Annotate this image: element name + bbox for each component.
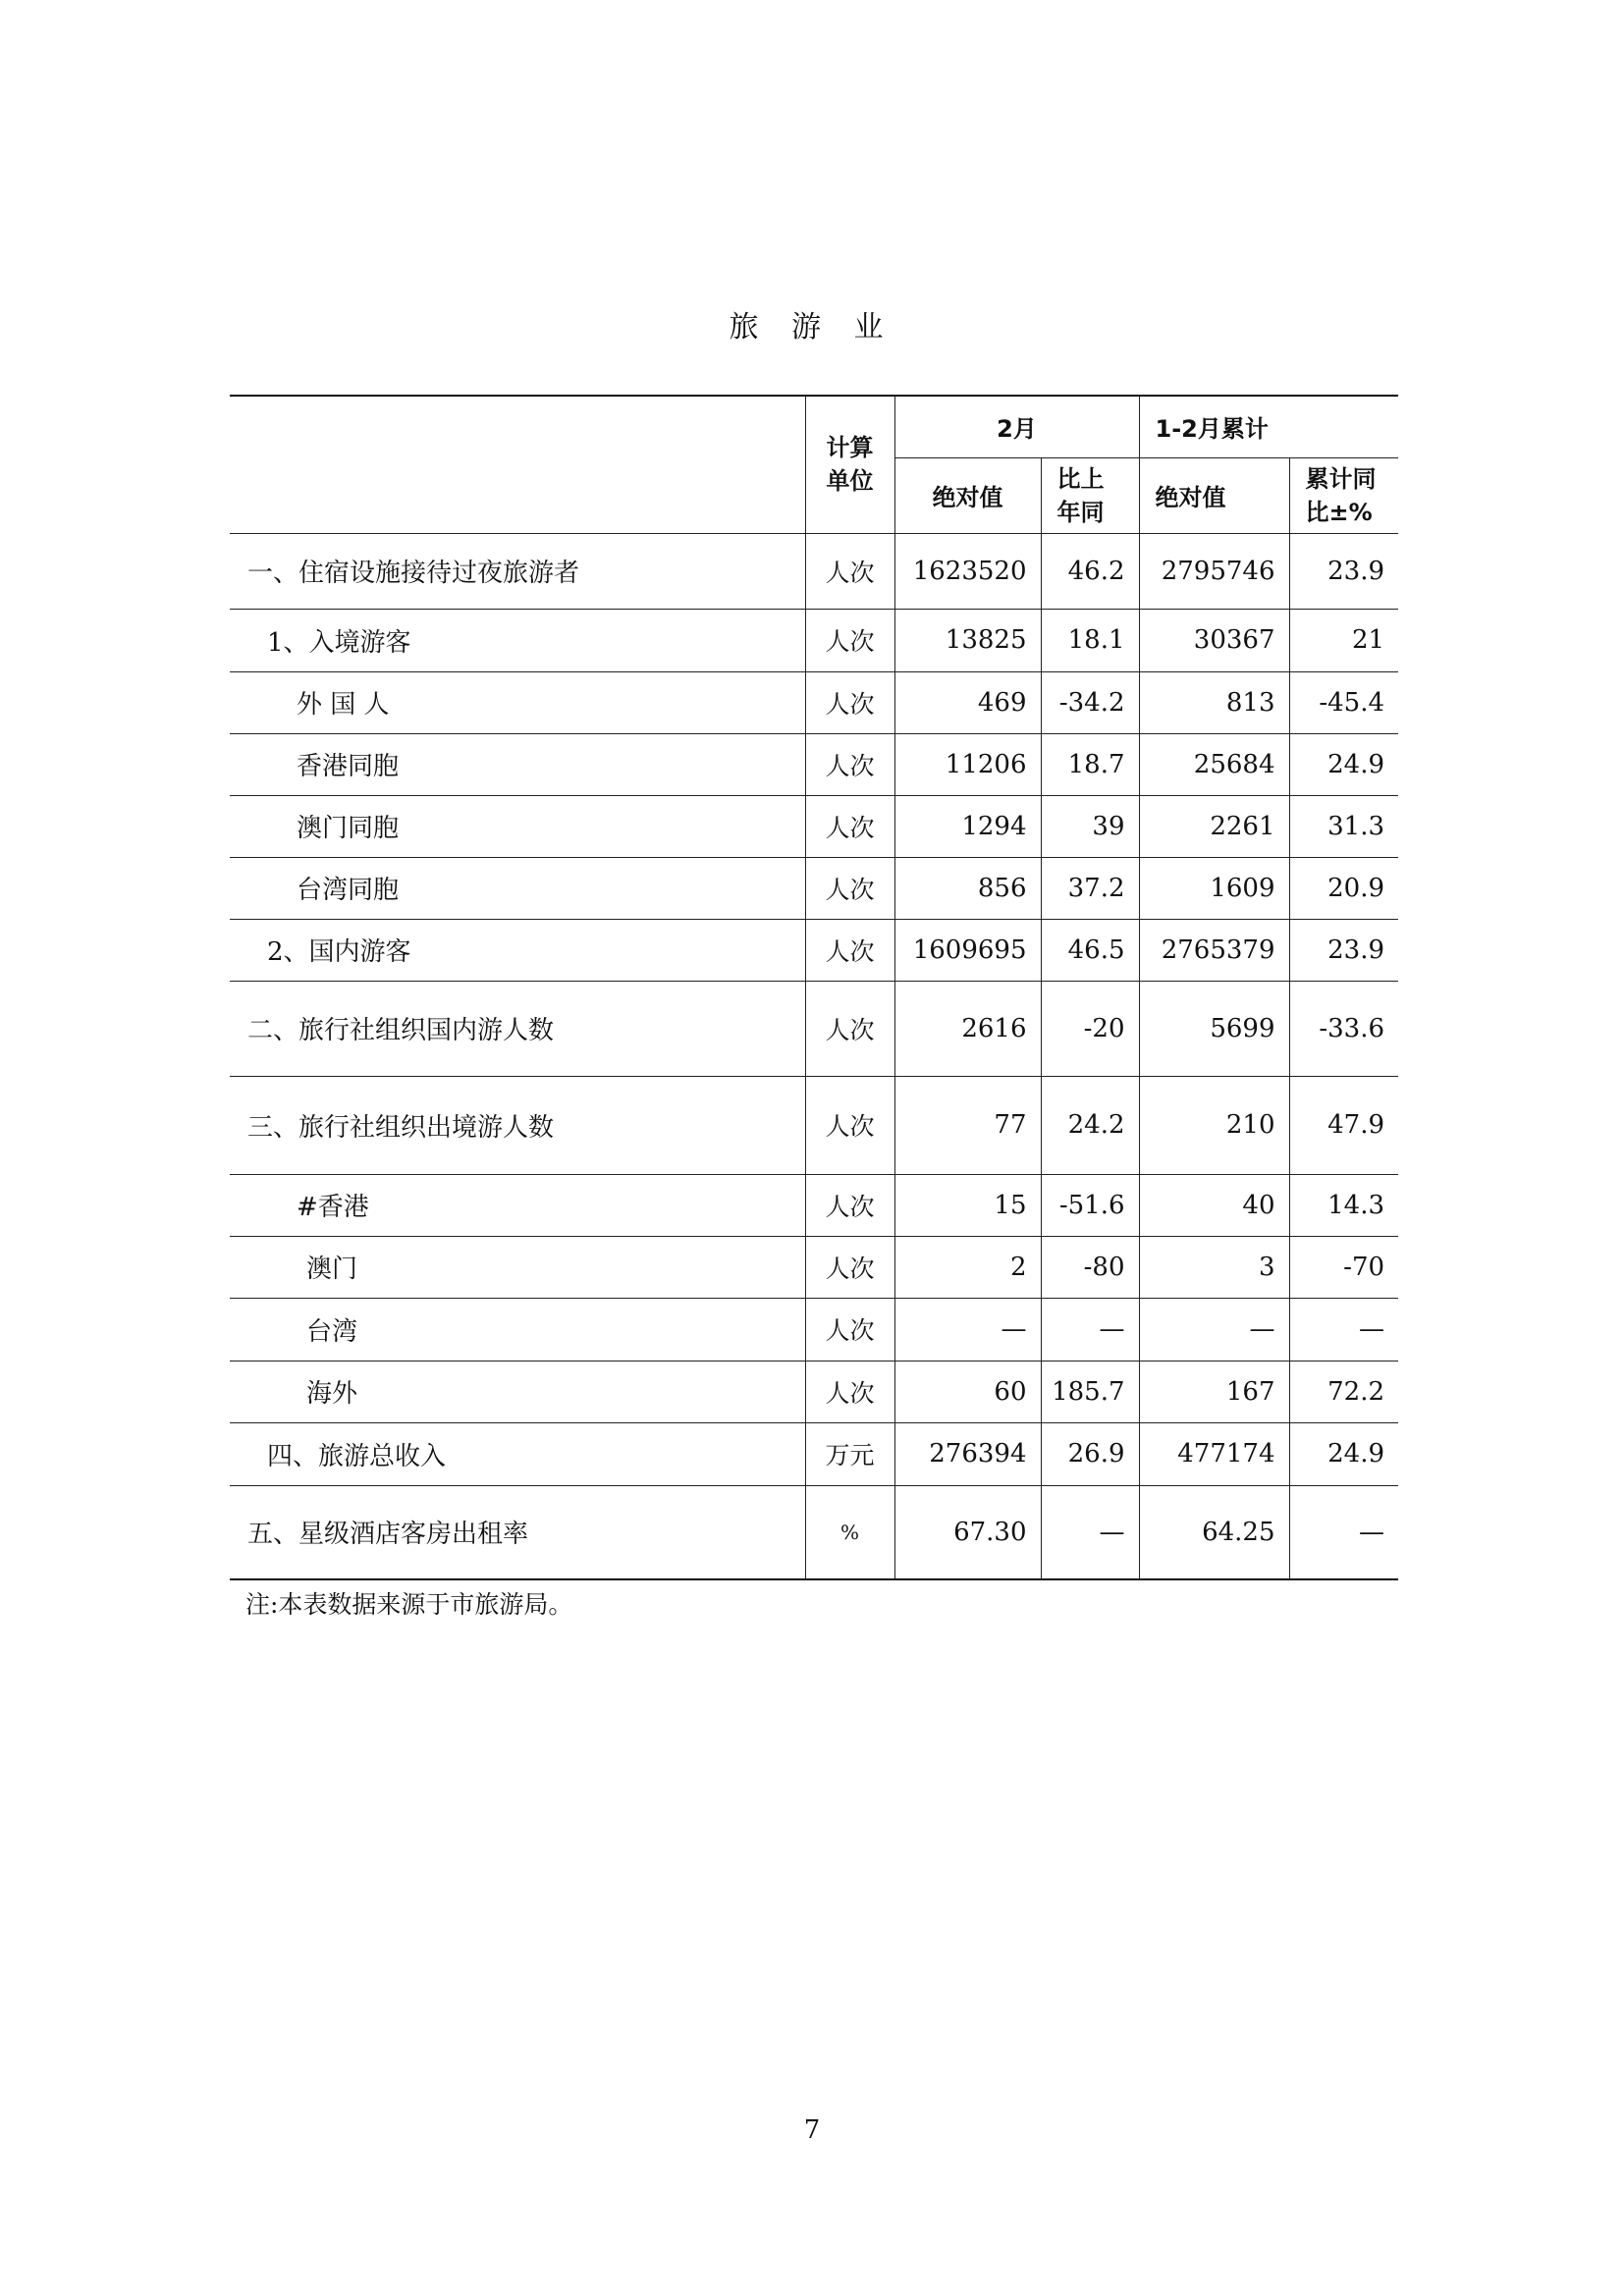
row-month-yoy: 39	[1041, 795, 1139, 857]
row-cum-yoy: -45.4	[1289, 671, 1398, 733]
row-cum-abs: 64.25	[1139, 1485, 1289, 1579]
row-unit: 人次	[805, 733, 894, 795]
row-label: 香港同胞	[230, 733, 805, 795]
row-cum-abs: 2261	[1139, 795, 1289, 857]
row-cum-abs: 2795746	[1139, 533, 1289, 609]
row-cum-abs: 2765379	[1139, 919, 1289, 981]
row-month-abs: 1294	[894, 795, 1041, 857]
row-month-abs: 60	[894, 1361, 1041, 1422]
row-month-abs: 2616	[894, 981, 1041, 1076]
row-month-yoy: —	[1041, 1298, 1139, 1361]
row-cum-yoy: -33.6	[1289, 981, 1398, 1076]
row-label: 五、星级酒店客房出租率	[230, 1485, 805, 1579]
row-label: 1、入境游客	[230, 609, 805, 671]
row-unit: 人次	[805, 609, 894, 671]
row-label: 二、旅行社组织国内游人数	[230, 981, 805, 1076]
header-abs-cum: 绝对值	[1139, 457, 1289, 533]
row-cum-abs: 40	[1139, 1174, 1289, 1236]
row-label: 一、住宿设施接待过夜旅游者	[230, 533, 805, 609]
row-cum-yoy: 21	[1289, 609, 1398, 671]
row-cum-yoy: 31.3	[1289, 795, 1398, 857]
row-cum-yoy: 14.3	[1289, 1174, 1398, 1236]
row-unit: 人次	[805, 795, 894, 857]
table-row	[230, 919, 1398, 981]
row-month-abs: 77	[894, 1076, 1041, 1174]
row-month-yoy: 46.5	[1041, 919, 1139, 981]
row-cum-yoy: 47.9	[1289, 1076, 1398, 1174]
header-month: 2月	[894, 396, 1139, 457]
header-yoy-cum-text: 累计同 比±%	[1305, 464, 1377, 526]
header-blank	[230, 396, 805, 533]
row-month-yoy: -20	[1041, 981, 1139, 1076]
header-unit-text: 计算 单位	[826, 434, 874, 496]
row-cum-abs: 210	[1139, 1076, 1289, 1174]
row-month-abs: 856	[894, 857, 1041, 919]
header-yoy-text: 比上 年同	[1056, 464, 1105, 526]
row-month-yoy: -80	[1041, 1236, 1139, 1298]
row-cum-yoy: —	[1289, 1485, 1398, 1579]
row-label: 2、国内游客	[230, 919, 805, 981]
row-month-yoy: -34.2	[1041, 671, 1139, 733]
row-cum-yoy: -70	[1289, 1236, 1398, 1298]
row-cum-yoy: —	[1289, 1298, 1398, 1361]
row-label: 澳门同胞	[230, 795, 805, 857]
row-month-yoy: 24.2	[1041, 1076, 1139, 1174]
row-month-abs: 15	[894, 1174, 1041, 1236]
row-cum-yoy: 72.2	[1289, 1361, 1398, 1422]
row-cum-abs: 1609	[1139, 857, 1289, 919]
table-row	[230, 1485, 1398, 1579]
row-month-abs: 67.30	[894, 1485, 1041, 1579]
header-unit	[805, 396, 894, 533]
table-row	[230, 533, 1398, 609]
row-cum-abs: 167	[1139, 1361, 1289, 1422]
row-month-yoy: 37.2	[1041, 857, 1139, 919]
row-unit: 人次	[805, 1298, 894, 1361]
row-month-yoy: 18.1	[1041, 609, 1139, 671]
row-month-yoy: 18.7	[1041, 733, 1139, 795]
row-unit: 人次	[805, 981, 894, 1076]
row-unit: 人次	[805, 1174, 894, 1236]
row-unit: 人次	[805, 533, 894, 609]
table-row	[230, 857, 1398, 919]
table-row	[230, 609, 1398, 671]
table-row	[230, 1361, 1398, 1422]
row-cum-abs: 25684	[1139, 733, 1289, 795]
row-cum-abs: 477174	[1139, 1422, 1289, 1485]
table-row	[230, 981, 1398, 1076]
table-row	[230, 1298, 1398, 1361]
tourism-table	[230, 395, 1398, 1580]
row-unit: 人次	[805, 1236, 894, 1298]
row-cum-abs: 3	[1139, 1236, 1289, 1298]
row-month-abs: —	[894, 1298, 1041, 1361]
row-cum-yoy: 24.9	[1289, 1422, 1398, 1485]
table-row	[230, 1236, 1398, 1298]
row-unit: 人次	[805, 919, 894, 981]
table-row	[230, 733, 1398, 795]
row-label: 澳门	[230, 1236, 805, 1298]
row-month-abs: 2	[894, 1236, 1041, 1298]
row-unit: 万元	[805, 1422, 894, 1485]
table-row	[230, 1422, 1398, 1485]
page-number: 7	[803, 2115, 821, 2145]
row-unit: %	[805, 1485, 894, 1579]
row-cum-yoy: 23.9	[1289, 919, 1398, 981]
row-unit: 人次	[805, 1076, 894, 1174]
row-label: 外 国 人	[230, 671, 805, 733]
row-month-yoy: 185.7	[1041, 1361, 1139, 1422]
table-row	[230, 795, 1398, 857]
header-row-1	[230, 396, 1398, 457]
row-label: 台湾同胞	[230, 857, 805, 919]
row-month-yoy: -51.6	[1041, 1174, 1139, 1236]
row-label: 台湾	[230, 1298, 805, 1361]
row-month-abs: 13825	[894, 609, 1041, 671]
row-unit: 人次	[805, 671, 894, 733]
row-month-yoy: —	[1041, 1485, 1139, 1579]
header-cumulative: 1-2月累计	[1139, 396, 1398, 457]
row-unit: 人次	[805, 857, 894, 919]
page-title: 旅 游 业	[729, 310, 895, 345]
row-month-yoy: 46.2	[1041, 533, 1139, 609]
row-cum-abs: 30367	[1139, 609, 1289, 671]
header-yoy-cum	[1289, 457, 1398, 533]
row-cum-abs: 5699	[1139, 981, 1289, 1076]
row-label: 四、旅游总收入	[230, 1422, 805, 1485]
row-cum-yoy: 24.9	[1289, 733, 1398, 795]
row-label: 三、旅行社组织出境游人数	[230, 1076, 805, 1174]
table-row	[230, 671, 1398, 733]
row-month-abs: 11206	[894, 733, 1041, 795]
row-month-abs: 1609695	[894, 919, 1041, 981]
row-month-yoy: 26.9	[1041, 1422, 1139, 1485]
row-month-abs: 1623520	[894, 533, 1041, 609]
row-cum-abs: —	[1139, 1298, 1289, 1361]
table-note: 注:本表数据来源于市旅游局。	[245, 1590, 573, 1619]
row-cum-yoy: 20.9	[1289, 857, 1398, 919]
table-row	[230, 1174, 1398, 1236]
row-month-abs: 276394	[894, 1422, 1041, 1485]
row-label: 海外	[230, 1361, 805, 1422]
row-label: #香港	[230, 1174, 805, 1236]
row-unit: 人次	[805, 1361, 894, 1422]
row-cum-yoy: 23.9	[1289, 533, 1398, 609]
table-row	[230, 1076, 1398, 1174]
header-yoy	[1041, 457, 1139, 533]
row-month-abs: 469	[894, 671, 1041, 733]
row-cum-abs: 813	[1139, 671, 1289, 733]
header-abs: 绝对值	[894, 457, 1041, 533]
